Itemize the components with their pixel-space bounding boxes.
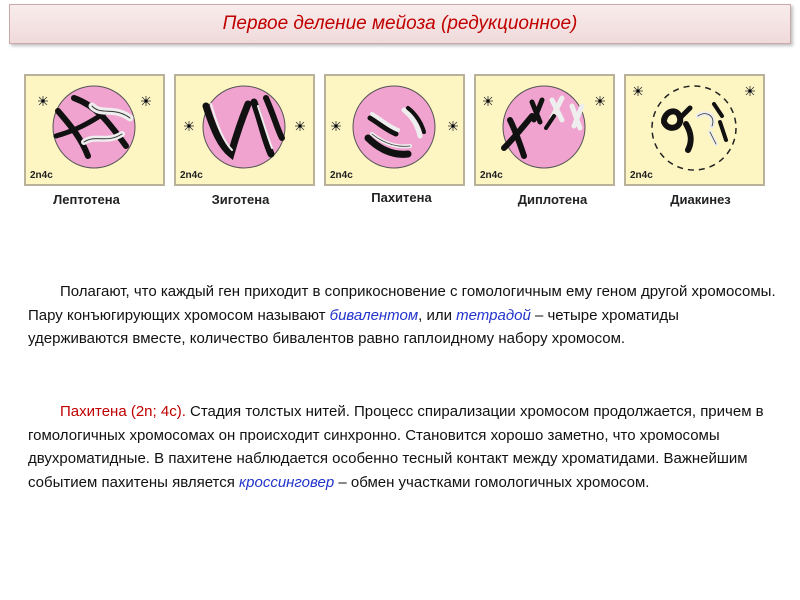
pachytene-illustration (326, 76, 463, 184)
paragraph1-text-a: Полагают, что каждый ген приходит в соприкосновение с гомологичным ему геном другой хромосомы. Пару конъюгирующих хромосом называют (28, 283, 776, 324)
paragraph1-text-b: , или (418, 306, 457, 324)
ploidy-label: 2n4c (180, 170, 203, 181)
panel-pachytene (324, 74, 465, 186)
nucleus (53, 86, 135, 168)
centrosome-right-icon (745, 86, 755, 96)
leptotene-illustration (26, 76, 163, 184)
ploidy-label: 2n4c (330, 170, 353, 181)
centrosome-right-icon (141, 96, 151, 106)
ploidy-label: 2n4c (630, 170, 653, 181)
term-crossing-over: кроссинговер (239, 473, 335, 491)
diakinesis-illustration (626, 76, 763, 184)
zygotene-illustration (176, 76, 313, 184)
centrosome-left-icon (184, 121, 194, 131)
paragraph2-text-b: – обмен участками гомологичных хромосом. (334, 473, 650, 491)
chromosomes (664, 104, 726, 150)
term-tetrad: тетрадой (456, 306, 531, 324)
centrosome-left-icon (633, 86, 643, 96)
centrosome-left-icon (483, 96, 493, 106)
paragraph-bivalent (28, 280, 780, 351)
panel-diplotene (474, 74, 615, 186)
stage-label-diakinesis: Диакинез (670, 192, 731, 207)
diplotene-illustration (476, 76, 613, 184)
ploidy-label: 2n4c (30, 170, 53, 181)
ploidy-label: 2n4c (480, 170, 503, 181)
centrosome-right-icon (448, 121, 458, 131)
slide-title: Первое деление мейоза (редукционное) (9, 4, 791, 44)
stage-label-zygotene: Зиготена (211, 192, 270, 207)
centrosome-right-icon (295, 121, 305, 131)
panel-leptotene (24, 74, 165, 186)
paragraph-pachytene (28, 400, 780, 494)
centrosome-left-icon (331, 121, 341, 131)
term-bivalent: бивалентом (329, 306, 419, 324)
panel-zygotene (174, 74, 315, 186)
paragraph2-text-a: Стадия толстых нитей. Процесс спирализации хромосом продолжается, причем в гомологичных хромосомах он происходит синхронно. Становится хорошо заметно, что хромосомы двухроматидные. В пахитене наблюдается особенно тесный контакт между хроматидами. Важнейшим событием пахитены является (28, 403, 764, 491)
centrosome-right-icon (595, 96, 605, 106)
stage-label-leptotene: Лептотена (53, 192, 120, 207)
pachytene-lead: Пахитена (2n; 4c). (60, 403, 186, 420)
paragraph1-text-c: – четыре хроматиды удерживаются вместе, количество бивалентов равно гаплоидному набору хромосом. (28, 306, 679, 347)
panel-diakinesis (624, 74, 765, 186)
stage-label-diplotene: Диплотена (517, 192, 588, 207)
centrosome-left-icon (38, 96, 48, 106)
stage-label-pachytene: Пахитена (371, 190, 432, 205)
